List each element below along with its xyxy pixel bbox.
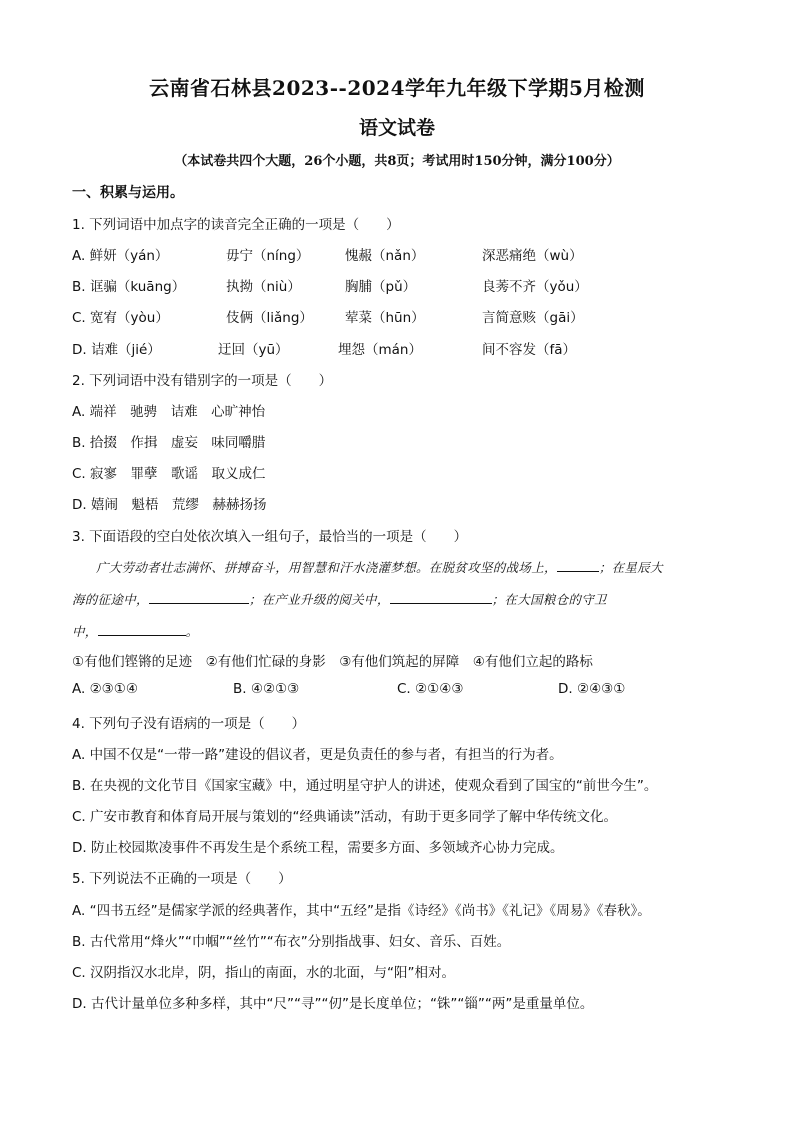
q1-option-d-word4: 间不容发（fā） xyxy=(482,342,577,358)
q1-option-c-word2: 伎俩（liǎng） xyxy=(226,310,313,326)
q1-option-b: B. 诓骗（kuāng） xyxy=(72,279,186,295)
q3-passage-text: ；在大国粮仓的守卫 xyxy=(491,592,607,607)
exam-note: （本试卷共四个大题，26个小题，共8页；考试用时150分钟，满分100分） xyxy=(174,154,620,169)
q3-passage-text: 。 xyxy=(185,624,199,639)
fill-blank-3[interactable] xyxy=(390,591,492,604)
section-heading: 一、积累与运用。 xyxy=(72,185,184,201)
fill-blank-1[interactable] xyxy=(557,559,599,572)
q3-choices: ①有他们铿锵的足迹 ②有他们忙碌的身影 ③有他们筑起的屏障 ④有他们立起的路标 xyxy=(72,654,593,670)
q1-option-a-word4: 深恶痛绝（wù） xyxy=(482,248,583,264)
q3-passage-line-1 xyxy=(96,558,663,576)
question-1-stem: 1. 下列词语中加点字的读音完全正确的一项是（ ） xyxy=(72,217,400,233)
q2-option-d: D. 嬉闹 魁梧 荒缪 赫赫扬扬 xyxy=(72,497,267,513)
q3-option-b: B. ④②①③ xyxy=(233,681,300,697)
q3-passage-text: ；在星辰大 xyxy=(598,560,663,575)
question-2-stem: 2. 下列词语中没有错别字的一项是（ ） xyxy=(72,373,333,389)
q2-option-a: A. 端祥 驰骋 诘难 心旷神怡 xyxy=(72,404,266,420)
q3-passage-text: 海的征途中， xyxy=(72,592,149,607)
q4-option-c: C. 广安市教育和体育局开展与策划的“经典诵读”活动，有助于更多同学了解中华传统文化。 xyxy=(72,809,617,825)
q2-option-c: C. 寂寥 罪孽 歌谣 取义成仁 xyxy=(72,466,266,482)
q3-passage-text: 广大劳动者壮志满怀、拼搏奋斗，用智慧和汗水浇灌梦想。在脱贫攻坚的战场上， xyxy=(96,560,557,575)
q1-option-b-word4: 良莠不齐（yǒu） xyxy=(482,279,588,295)
q3-passage-text: ；在产业升级的阅关中， xyxy=(248,592,390,607)
exam-subtitle: 语文试卷 xyxy=(358,117,435,139)
question-5-stem: 5. 下列说法不正确的一项是（ ） xyxy=(72,871,292,887)
q3-option-c: C. ②①④③ xyxy=(397,681,464,697)
q2-option-b: B. 拾掇 作揖 虚妄 味同嚼腊 xyxy=(72,435,266,451)
q5-option-b: B. 古代常用“烽火”“巾帼”“丝竹”“布衣”分别指战事、妇女、音乐、百姓。 xyxy=(72,934,511,950)
question-4-stem: 4. 下列句子没有语病的一项是（ ） xyxy=(72,716,306,732)
q1-option-d-word3: 埋怨（mán） xyxy=(338,342,422,358)
q1-option-b-word2: 执拗（niù） xyxy=(226,279,301,295)
q1-option-c: C. 宽宥（yòu） xyxy=(72,310,169,326)
q1-option-a-word3: 愧赧（nǎn） xyxy=(345,248,425,264)
q1-option-d-word2: 迂回（yū） xyxy=(218,342,289,358)
question-3-stem: 3. 下面语段的空白处依次填入一组句子，最恰当的一项是（ ） xyxy=(72,529,468,545)
q5-option-d: D. 古代计量单位多种多样，其中“尺”“寻”“仞”是长度单位；“铢”“锱”“两”是重量单位。 xyxy=(72,996,594,1012)
q3-option-d: D. ②④③① xyxy=(558,681,626,697)
q1-option-c-word4: 言简意赅（gāi） xyxy=(482,310,584,326)
q1-option-b-word3: 胸脯（pǔ） xyxy=(345,279,417,295)
q1-option-c-word3: 荤菜（hūn） xyxy=(345,310,425,326)
q5-option-a: A. “四书五经”是儒家学派的经典著作，其中“五经”是指《诗经》《尚书》《礼记》《周易》《春秋》。 xyxy=(72,903,651,919)
q1-option-a: A. 鲜妍（yán） xyxy=(72,248,169,264)
q5-option-c: C. 汉阴指汉水北岸，阴，指山的南面，水的北面，与“阳”相对。 xyxy=(72,965,455,981)
q4-option-a: A. 中国不仅是“一带一路”建设的倡议者，更是负责任的参与者，有担当的行为者。 xyxy=(72,747,563,763)
q3-passage-text: 中， xyxy=(72,624,98,639)
q3-passage-line-2 xyxy=(72,590,607,608)
q1-option-a-word2: 毋宁（níng） xyxy=(226,248,310,264)
fill-blank-2[interactable] xyxy=(149,591,249,604)
exam-title: 云南省石林县2023--2024学年九年级下学期5月检测 xyxy=(149,76,645,100)
q1-option-d: D. 诘难（jié） xyxy=(72,342,161,358)
q3-passage-line-3 xyxy=(72,622,198,640)
q4-option-d: D. 防止校园欺凌事件不再发生是个系统工程，需要多方面、多领域齐心协力完成。 xyxy=(72,840,564,856)
q4-option-b: B. 在央视的文化节目《国家宝藏》中，通过明星守护人的讲述，使观众看到了国宝的“前世今生”。 xyxy=(72,778,658,794)
fill-blank-4[interactable] xyxy=(98,623,186,636)
q3-option-a: A. ②③①④ xyxy=(72,681,138,697)
